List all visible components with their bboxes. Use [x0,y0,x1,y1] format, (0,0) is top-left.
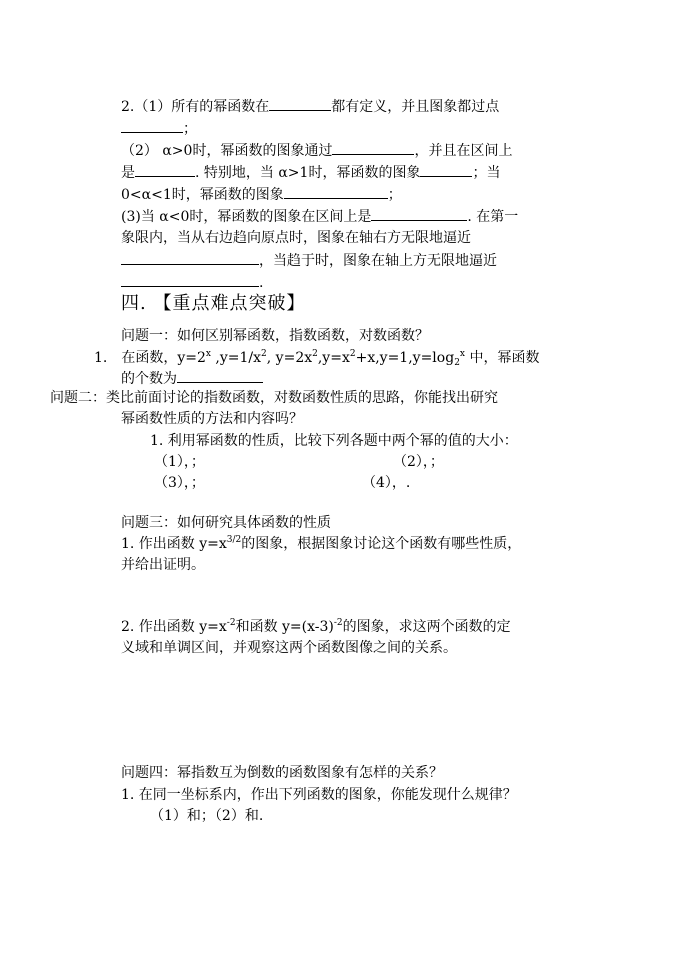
q3-text: 2. 作出函数 y=x [121,619,227,635]
q1-text: 中，幂函数 [465,350,540,366]
q3-item1 [121,534,521,554]
fill-blank[interactable] [121,272,259,287]
q1-sup: 2 [312,349,318,359]
q1-text: ,y=x [317,350,350,366]
q1-sup: x [205,349,211,359]
sec2-text: . 特别地，当 α>1时，幂函数的图象 [195,165,421,181]
q2-case-3: （3），； [154,475,205,491]
q2-case-1: （1），； [154,454,205,470]
q2-item: 1. 利用幂函数的性质，比较下列各题中两个幂的值的大小： [150,433,518,449]
q2-case-2: （2），； [393,454,444,470]
q1-sup: 2 [349,349,356,359]
q3-text: 和函数 y=(x-3) [235,619,334,635]
sec2-line7 [121,228,471,248]
sec2-line8 [121,250,497,271]
sec2-text: (3)当 α<0时，幂函数的图象在区间上是 [121,209,372,225]
q1-sup: 2 [261,349,267,359]
fill-blank[interactable] [371,206,467,221]
sec2-text: 2.（1）所有的幂函数在 [121,99,270,115]
sec2-line1 [121,96,499,117]
q2-title-cont: 幂函数性质的方法和内容吗？ [121,411,303,427]
q1-text: +x,y=1,y=log [355,350,455,366]
q3-sup: 3/2 [226,535,242,545]
q2-title: 问题二：类比前面讨论的指数函数，对数函数性质的思路，你能找出研究 [50,390,498,406]
sec2-line3 [121,140,512,161]
q3-item2-cont: 义域和单调区间，并观察这两个函数图像之间的关系。 [121,640,457,656]
sec2-text: 都有定义，并且图象都过点 [331,99,500,115]
sec2-text: ；当 [472,165,501,181]
sec2-text: ； [183,121,197,137]
q1-line2 [121,368,263,389]
sec2-line5 [121,184,402,205]
q3-sup: -2 [333,618,343,628]
sec2-line9 [121,272,263,293]
section-heading: 四. 【重点难点突破】 [121,293,306,314]
fill-blank[interactable] [269,96,331,111]
fill-blank[interactable] [121,118,183,133]
q2-case-4: （4），. [362,475,411,491]
sec2-line4 [121,162,500,183]
sec2-line6 [121,206,518,227]
sec2-text: 0<α<1时，幂函数的图象 [121,187,284,203]
q3-text: 1. 作出函数 y=x [121,536,227,552]
q3-text: 的图象，根据图象讨论这个函数有哪些性质， [241,536,522,552]
sec2-text: . 在第一 [467,209,519,225]
sec2-text: 象限内，当从右边趋向原点时，图象在轴右方无限地逼近 [121,230,471,246]
q3-title: 问题三：如何研究具体函数的性质 [121,515,331,531]
sec2-line2 [121,118,197,139]
q1-text: , y=2x [266,350,313,366]
q1-number: 1. [94,350,108,366]
q3-text: 的图象，求这两个函数的定 [342,619,511,635]
q1-sup: x [459,349,465,359]
q1-text: ,y=1/x [210,350,262,366]
sec2-text: ，当趋于时，图象在轴上方无限地逼近 [259,253,497,269]
q3-item1-cont: 并给出证明。 [121,557,205,573]
fill-blank[interactable] [420,162,472,177]
q1-text: 的个数为 [121,371,177,387]
fill-blank[interactable] [332,140,414,155]
sec2-text: . [259,275,264,291]
q3-item2 [121,617,511,637]
q1-sub: 2 [454,358,460,368]
sec2-text: ，并且在区间上 [414,143,513,159]
q1-text: 在函数，y=2 [121,350,206,366]
fill-blank[interactable] [177,368,263,383]
fill-blank[interactable] [284,184,388,199]
fill-blank[interactable] [121,250,259,265]
fill-blank[interactable] [135,162,195,177]
sec2-text: ； [387,187,402,203]
sec2-text: （2） α>0时，幂函数的图象通过 [121,143,333,159]
q1-line1 [94,348,539,368]
q4-title: 问题四：幂指数互为倒数的函数图象有怎样的关系？ [121,765,443,781]
sec2-text: 是 [121,165,135,181]
q4-item2: （1）和；（2）和. [150,808,264,824]
q3-sup: -2 [226,618,236,628]
q1-title: 问题一：如何区别幂函数，指数函数，对数函数？ [121,328,429,344]
q4-item1: 1. 在同一坐标系内，作出下列函数的图象，你能发现什么规律？ [121,787,517,803]
